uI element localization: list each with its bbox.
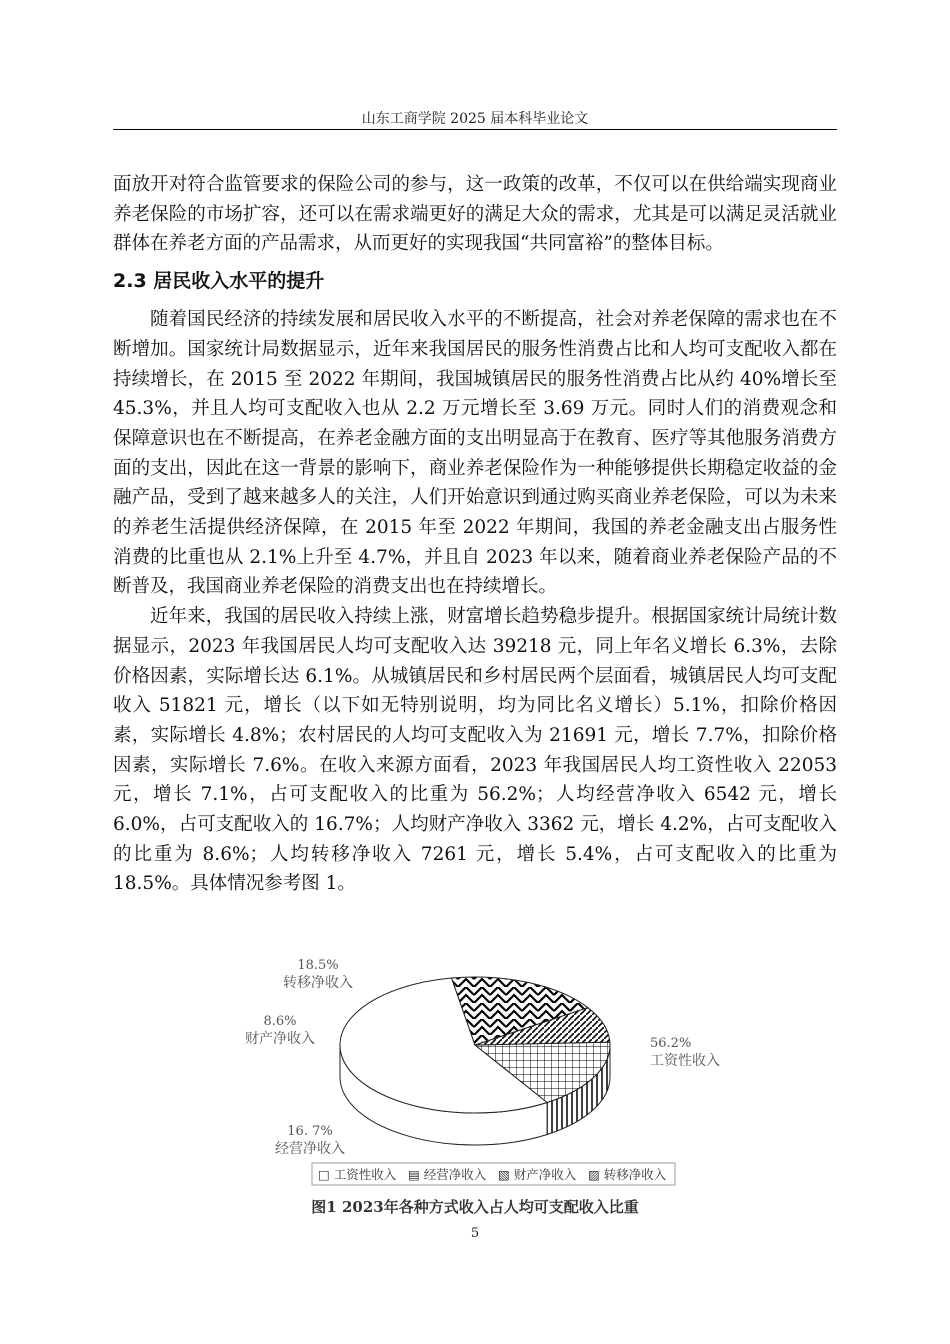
paragraph-3: 近年来，我国的居民收入持续上涨，财富增长趋势稳步提升。根据国家统计局统计数据显示，2023 年我国居民人均可支配收入达 39218 元，同上年名义增长 6.3%，去除价格因素，实际增长达 6.1%。从城镇居民和乡村居民两个层面看，城镇居民人均可支配收入 51821 元，增长（以下如无特别说明，均为同比名义增长）5.1%，扣除价格因素，实际增长 4.8%；农村居民的人均可支配收入为 21691 元，增长 7.7%，扣除价格因素，实际增长 7.6%。在收入来源方面看，2023 年我国居民人均工资性收入 22053 元，增长 7.1%，占可支配收入的比重为 56.2%；人均经营净收入 6542 元，增长 6.0%，占可支配收入的 16.7%；人均财产净收入 3362 元，增长 4.2%，占可支配收入的比重为 8.6%；人均转移净收入 7261 元，增长 5.4%，占可支配收入的比重为 18.5%。具体情况参考图 1。 (113, 606, 837, 895)
slice-name-label: 财产净收入 (245, 1031, 315, 1047)
page-number: 5 (470, 1226, 480, 1241)
body-text (113, 170, 837, 899)
slice-percent-label: 18.5% (297, 958, 339, 973)
slice-percent-label: 16. 7% (287, 1124, 333, 1139)
slice-percent-label: 8.6% (263, 1014, 297, 1029)
header-rule (113, 129, 837, 130)
section-heading: 2.3 居民收入水平的提升 (113, 270, 325, 293)
page-header: 山东工商学院 2025 届本科毕业论文 (361, 111, 589, 127)
paragraph-2: 随着国民经济的持续发展和居民收入水平的不断提高，社会对养老保障的需求也在不断增加。国家统计局数据显示，近年来我国居民的服务性消费占比和人均可支配收入都在持续增长，在 2015 至 2022 年期间，我国城镇居民的服务性消费占比从约 40%增长至 45.3%，并且人均可支配收入也从 2.2 万元增长至 3.69 万元。同时人们的消费观念和保障意识也在不断提高，在养老金融方面的支出明显高于在教育、医疗等其他服务消费方面的支出，因此在这一背景的影响下，商业养老保险作为一种能够提供长期稳定收益的金融产品，受到了越来越多人的关注，人们开始意识到通过购买商业养老保险，可以为未来的养老生活提供经济保障，在 2015 年至 2022 年期间，我国的养老金融支出占服务性消费的比重也从 2.1%上升至 4.7%，并且自 2023 年以来，随着商业养老保险产品的不断普及，我国商业养老保险的消费支出也在持续增长。 (113, 309, 837, 598)
legend-item: ▧ 财产净收入 (498, 1167, 577, 1182)
legend-item: ▨ 转移净收入 (588, 1167, 667, 1182)
legend-item: □ 工资性收入 (318, 1167, 397, 1182)
pie-chart (245, 955, 720, 1185)
slice-name-label: 工资性收入 (650, 1053, 720, 1069)
pie-chart-figure (245, 955, 720, 1185)
slice-percent-label: 56.2% (650, 1036, 692, 1051)
slice-name-label: 经营净收入 (275, 1141, 345, 1157)
figure-caption: 图1 2023年各种方式收入占人均可支配收入比重 (311, 1198, 639, 1216)
slice-name-label: 转移净收入 (283, 975, 353, 991)
chart-legend (312, 1163, 675, 1185)
paragraph-1: 面放开对符合监管要求的保险公司的参与，这一政策的改革，不仅可以在供给端实现商业养老保险的市场扩容，还可以在需求端更好的满足大众的需求，尤其是可以满足灵活就业群体在养老方面的产品需求，从而更好的实现我国“共同富裕”的整体目标。 (113, 174, 837, 255)
legend-item: ▤ 经营净收入 (408, 1167, 487, 1182)
